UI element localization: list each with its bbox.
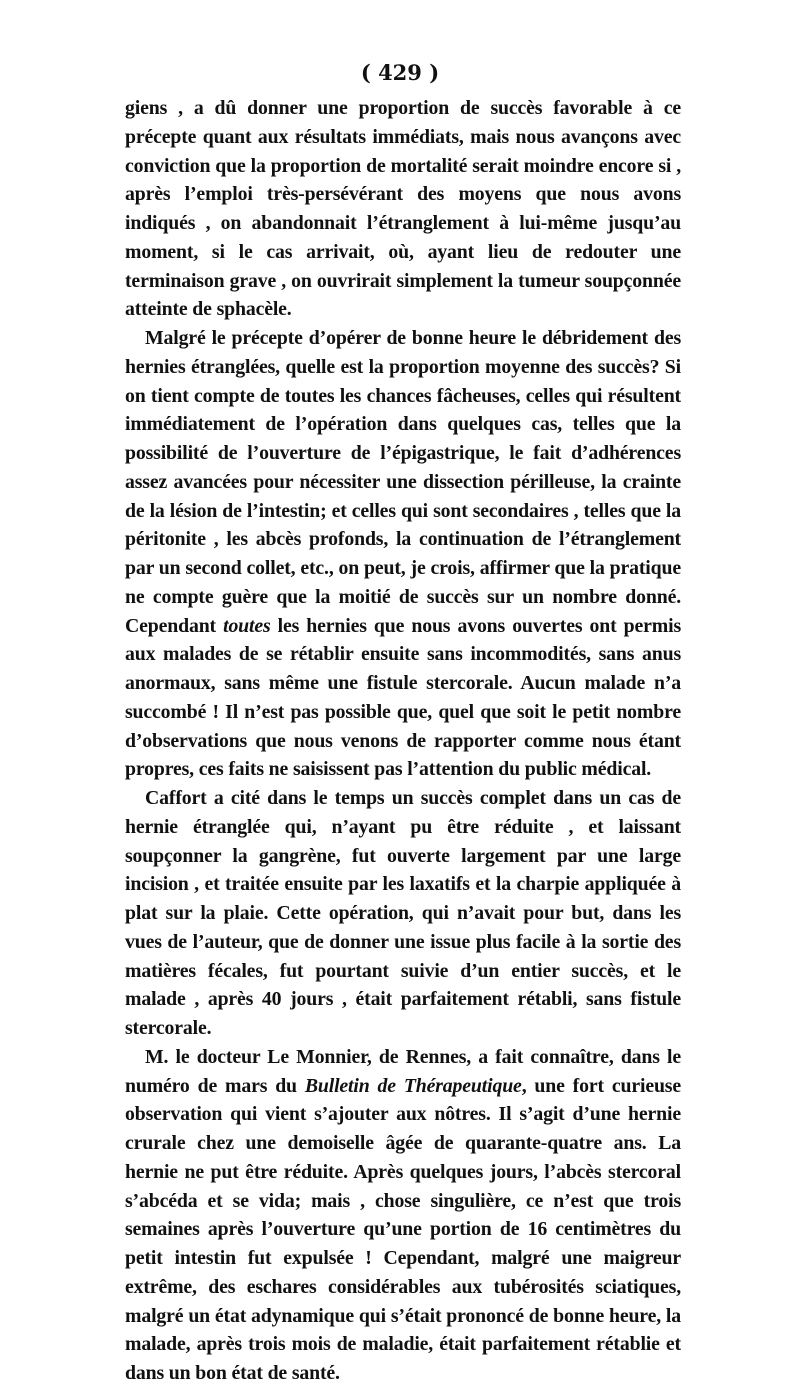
paragraph-continuation [125,94,681,324]
text-segment: Caffort a cité dans le temps un succès complet dans un cas de hernie étranglée qui, n’ayant pu être réduite , et laissant soupçonner la gangrène, fut ouverte largement par une large incision , et traitée ensuite par les laxatifs et la charpie appliquée à plat sur la plaie. Cette opération, qui n’avait pour but, dans les vues de l’auteur, que de donner une issue plus facile à la sortie des matières fécales, fut pourtant suivie d’un entier succès, et le malade , après 40 jours , était parfaitement rétabli, sans fistule stercorale. [125,787,681,1039]
journal-title: Bulletin de Thérapeutique [304,1074,522,1097]
text-segment: M. le docteur Le Monnier, de Rennes, a fait connaître, dans le numéro de mars du [125,1045,681,1097]
paragraph-malgre [125,324,681,784]
emphasis-toutes: toutes [223,614,271,637]
paragraph-monnier [125,1043,681,1388]
text-segment: Malgré le précepte d’opérer de bonne heure le débridement des hernies étranglées, quelle est la proportion moyenne des succès? Si on tient compte de toutes les chances fâcheuses, celles qui résultent immédiatement de l’opération dans quelques cas, telles que la possibilité de l’ouverture de l’épigastrique, le fait d’adhérences assez avancées pour nécessiter une dissection périlleuse, la crainte de la lésion de l’intestin; et celles qui sont secondaires , telles que la péritonite , les abcès profonds, la continuation de l’étranglement par un second collet, etc., on peut, je crois, affirmer que la pratique ne compte guère que la moitié de succès sur un nombre donné. Cependant [125,327,681,637]
page-number: ( 429 ) [360,60,440,85]
paragraph-caffort [125,784,681,1043]
text-segment: les hernies que nous avons ouvertes ont permis aux malades de se rétablir ensuite sans incommodités, sans anus anormaux, sans même une fistule stercorale. Aucun malade n’a succombé ! Il n’est pas possible que, quel que soit le petit nombre d’observations que nous venons de rapporter comme nous étant propres, ces faits ne saisissent pas l’attention du public médical. [125,614,681,781]
text-segment: giens , a dû donner une proportion de succès favorable à ce précepte quant aux résultats immédiats, mais nous avançons avec conviction que la proportion de mortalité serait moindre encore si , après l’emploi très-persévérant des moyens que nous avons indiqués , on abandonnait l’étranglement à lui-même jusqu’au moment, si le cas arrivait, où, ayant lieu de redouter une terminaison grave , on ouvrirait simplement la tumeur soupçonnée atteinte de sphacèle. [125,97,681,321]
body-text [125,94,681,1388]
text-segment: , une fort curieuse observation qui vient s’ajouter aux nôtres. Il s’agit d’une hernie crurale chez une demoiselle âgée de quarante-quatre ans. La hernie ne put être réduite. Après quelques jours, l’abcès stercoral s’abcéda et se vida; mais , chose singulière, ce n’est que trois semaines après l’ouverture qu’une portion de 16 centimètres du petit intestin fut expulsée ! Cependant, malgré une maigreur extrême, des eschares considérables aux tubérosités sciatiques, malgré un état adynamique qui s’était prononcé de bonne heure, la malade, après trois mois de maladie, était parfaitement rétablie et dans un bon état de santé. [125,1074,681,1384]
